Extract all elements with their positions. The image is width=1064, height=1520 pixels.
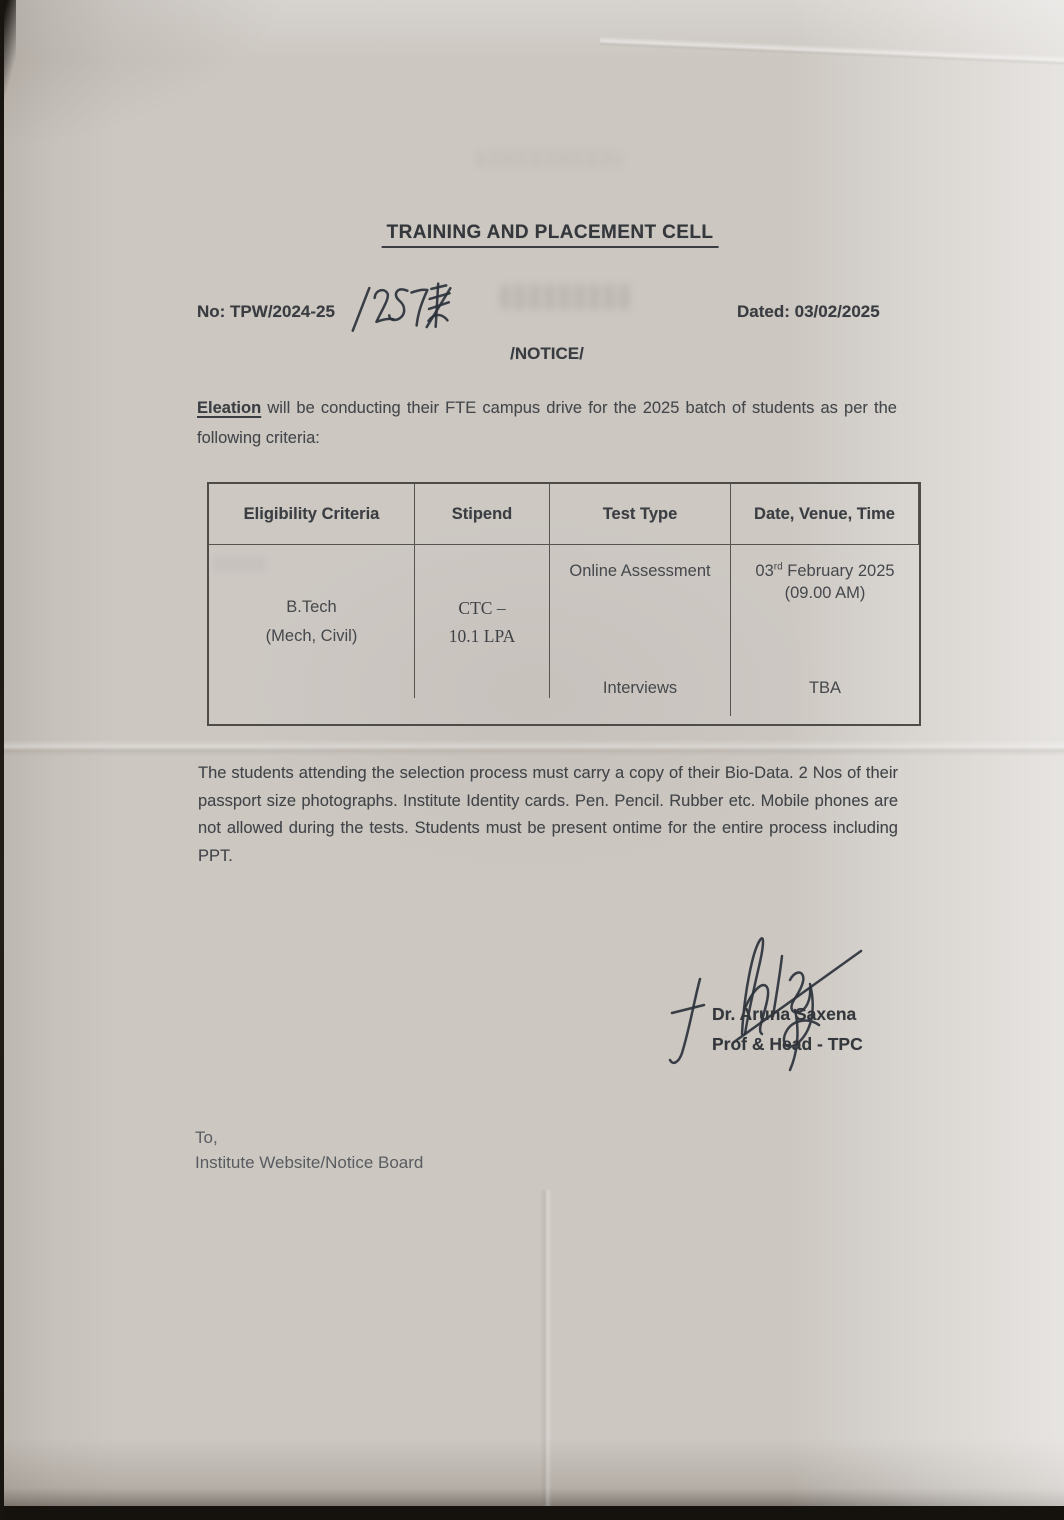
paper-crease-top — [600, 36, 1064, 66]
test-type-first: Online Assessment — [569, 562, 711, 580]
test-type-second: Interviews — [602, 679, 678, 697]
cell-stipend — [415, 545, 550, 698]
venue-second: TBA — [808, 679, 842, 697]
notice-heading: /NOTICE/ — [510, 344, 584, 363]
date-month-year: February 2025 — [782, 562, 895, 580]
addressee-line: Institute Website/Notice Board — [195, 1153, 424, 1172]
handwritten-ref-number-257 — [347, 279, 453, 337]
cell-date-venue-time — [731, 545, 919, 724]
table-header-date-venue-time: Date, Venue, Time — [731, 484, 919, 545]
signatory-designation: Prof & Head - TPC — [712, 1034, 863, 1054]
test-date — [750, 545, 900, 604]
stipend-value: 10.1 LPA — [448, 625, 516, 646]
instructions-paragraph: The students attending the selection process must carry a copy of their Bio-Data. 2 Nos of their passport size photographs. Institute Identity cards. Pen. Pencil. Rubber etc. Mobile phones are not allowed during the tests. Students must be present ontime for the entire process including PPT. — [198, 764, 898, 865]
company-name: Eleation — [197, 399, 262, 417]
table-header-eligibility: Eligibility Criteria — [209, 484, 415, 545]
page-title: TRAINING AND PLACEMENT CELL — [382, 222, 719, 248]
eligibility-degree: B.Tech — [286, 597, 337, 616]
date-time: (09.00 AM) — [784, 584, 866, 602]
ink-bleed-smudge — [476, 150, 622, 168]
stipend-label: CTC – — [458, 597, 506, 618]
paper-fold-horizontal — [0, 740, 1064, 756]
paper-fold-vertical — [540, 1190, 552, 1506]
photo-background-edge — [0, 0, 4, 1520]
intro-paragraph — [197, 393, 897, 453]
dated-line: Dated: 03/02/2025 — [737, 302, 880, 321]
ink-bleed-smudge — [500, 284, 632, 310]
reference-number: No: TPW/2024-25 — [197, 302, 335, 321]
table-header-stipend: Stipend — [415, 484, 550, 545]
signatory-name: Dr. Aruna Saxena — [712, 1004, 857, 1024]
eligibility-branches: (Mech, Civil) — [265, 626, 358, 645]
cell-eligibility — [209, 545, 415, 698]
table-header-test-type: Test Type — [550, 484, 731, 545]
criteria-table — [207, 482, 921, 726]
date-day: 03 — [755, 562, 774, 580]
cell-test-type — [550, 545, 731, 716]
intro-text: will be conducting their FTE campus drive for the 2025 batch of students as per the following criteria: — [197, 399, 897, 447]
addressee-salutation: To, — [195, 1128, 218, 1147]
date-ordinal: rd — [773, 561, 783, 573]
